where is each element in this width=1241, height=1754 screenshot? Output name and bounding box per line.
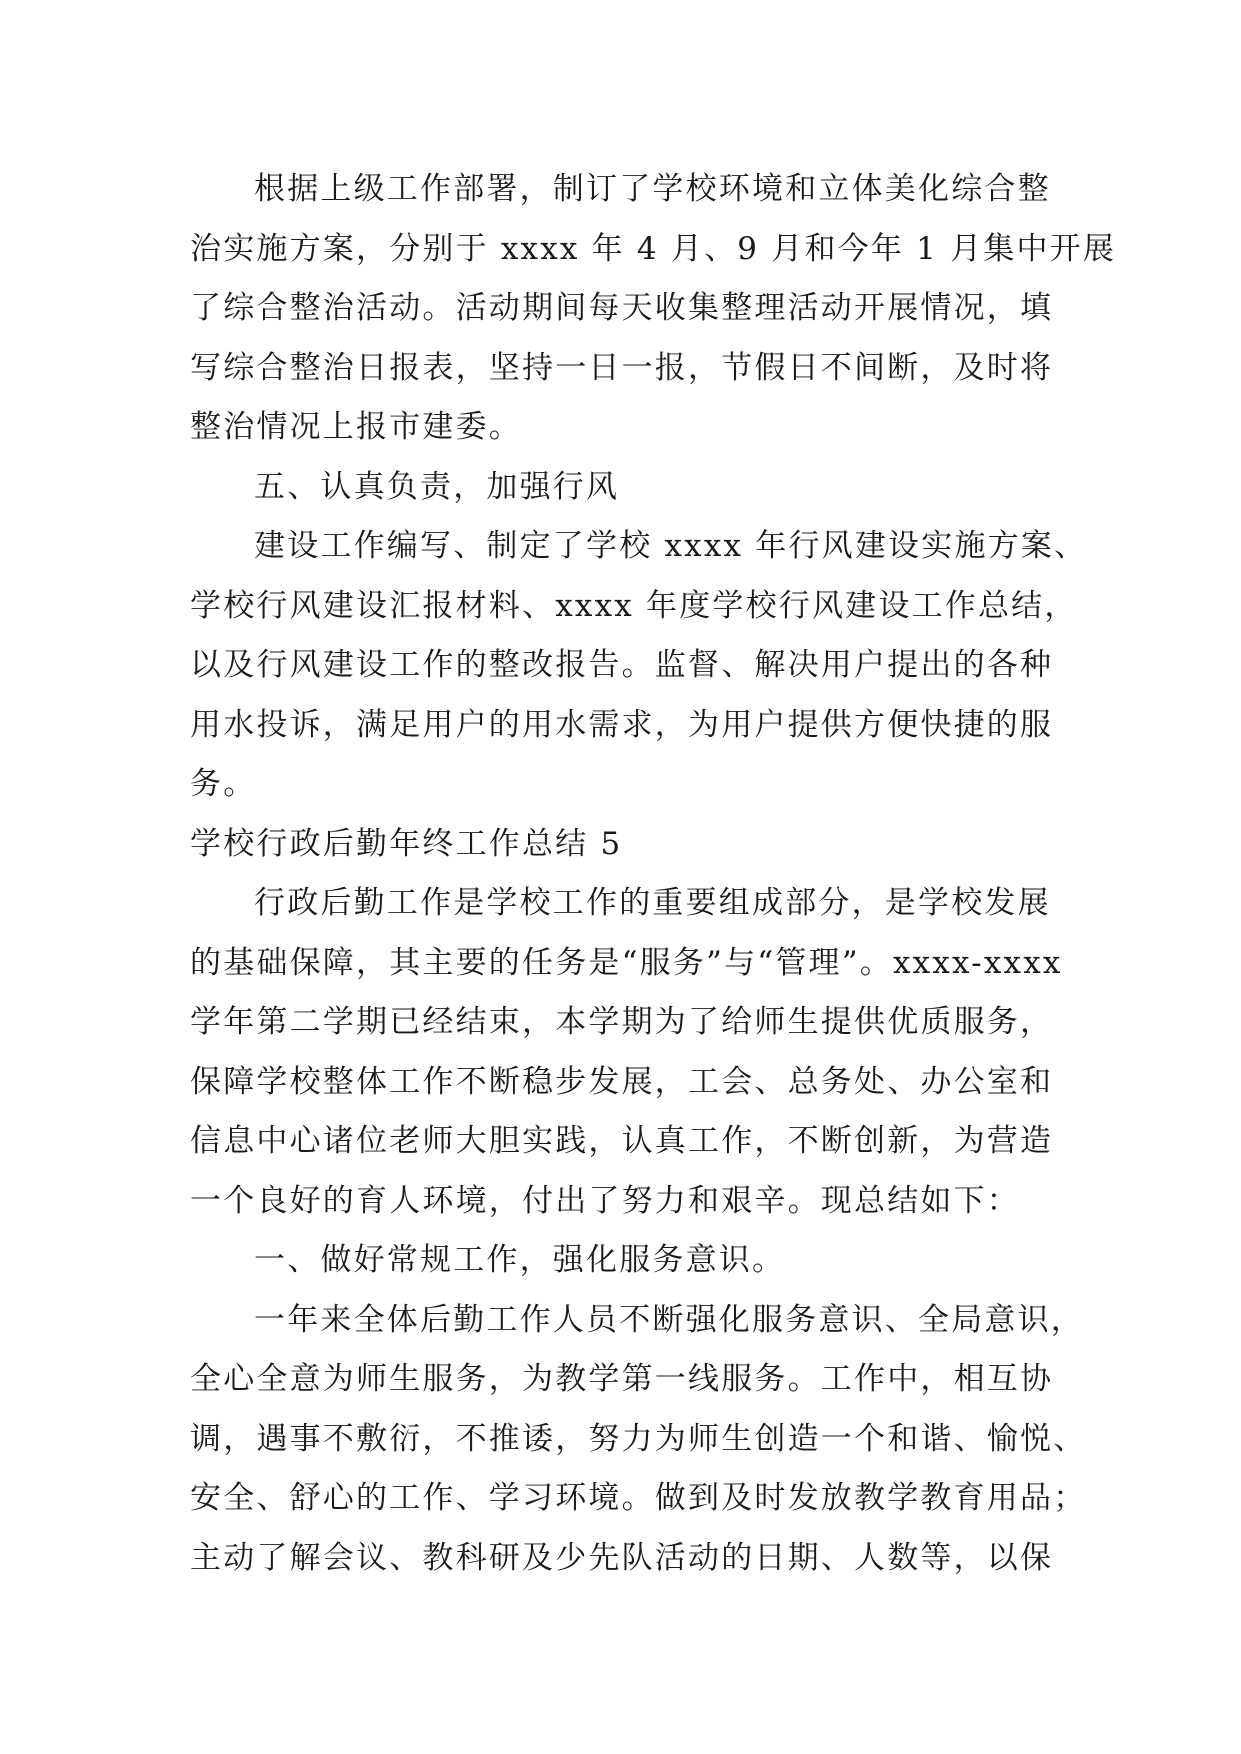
text-line: 务。	[190, 766, 257, 802]
text-line: 一、做好常规工作，强化服务意识。	[254, 1242, 786, 1278]
text-line: 以及行风建设工作的整改报告。监督、解决用户提出的各种	[190, 647, 1054, 683]
text-line: 治实施方案，分别于 xxxx 年 4 月、9 月和今年 1 月集中开展	[190, 230, 1117, 267]
text-line: 信息中心诸位老师大胆实践，认真工作，不断创新，为营造	[190, 1123, 1054, 1159]
text-line: 用水投诉，满足用户的用水需求，为用户提供方便快捷的服	[190, 706, 1054, 743]
text-line: 一个良好的育人环境，付出了努力和艰辛。现总结如下：	[190, 1182, 1020, 1219]
document-body	[190, 160, 1117, 1588]
text-line: 学年第二学期已经结束，本学期为了给师生提供优质服务，	[190, 1004, 1054, 1040]
text-line: 写综合整治日报表，坚持一日一报，节假日不间断，及时将	[190, 349, 1054, 386]
text-line: 安全、舒心的工作、学习环境。做到及时发放教学教育用品；	[190, 1480, 1087, 1516]
text-line: 五、认真负责，加强行风	[254, 468, 620, 505]
text-line: 建设工作编写、制定了学校 xxxx 年行风建设实施方案、	[254, 528, 1088, 564]
text-line: 一年来全体后勤工作人员不断强化服务意识、全局意识，	[254, 1301, 1084, 1338]
text-line: 的基础保障，其主要的任务是“服务”与“管理”。xxxx-xxxx	[190, 944, 1063, 981]
text-line: 根据上级工作部署，制订了学校环境和立体美化综合整	[254, 171, 1051, 207]
text-line: 整治情况上报市建委。	[190, 409, 522, 445]
text-line: 行政后勤工作是学校工作的重要组成部分，是学校发展	[254, 885, 1051, 921]
text-line: 学校行风建设汇报材料、xxxx 年度学校行风建设工作总结，	[190, 587, 1078, 624]
text-line: 主动了解会议、教科研及少先队活动的日期、人数等，以保	[190, 1539, 1054, 1576]
text-line: 保障学校整体工作不断稳步发展，工会、总务处、办公室和	[190, 1063, 1054, 1100]
text-line: 学校行政后勤年终工作总结 5	[190, 825, 623, 862]
text-line: 全心全意为师生服务，为教学第一线服务。工作中，相互协	[190, 1361, 1054, 1397]
text-line: 了综合整治活动。活动期间每天收集整理活动开展情况，填	[190, 290, 1054, 326]
text-line: 调，遇事不敷衍，不推诿，努力为师生创造一个和谐、愉悦、	[190, 1420, 1087, 1457]
